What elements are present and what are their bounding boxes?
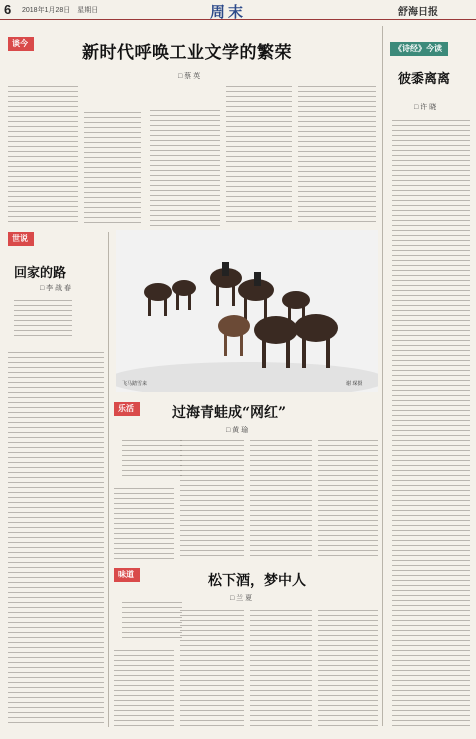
pull-quote	[14, 300, 72, 340]
photo-credit: 谢 琛摄	[346, 381, 363, 387]
issue-date: 2018年1月28日 星期日	[22, 7, 99, 14]
horse-snow-photo	[116, 230, 378, 392]
tag-shijing: 《诗经》今读	[390, 42, 448, 56]
column-divider	[108, 232, 109, 727]
headline-pine-wine: 松下酒，梦中人	[208, 573, 306, 589]
tag-wei-dao: 味道	[114, 568, 140, 582]
tag-le-huo: 乐活	[114, 402, 140, 416]
pull-quote	[122, 602, 182, 642]
byline-way-home: □ 李 战 春	[40, 285, 72, 292]
byline-industrial-literature: □ 蔡 英	[178, 73, 201, 80]
horses-illustration	[116, 230, 378, 392]
photo-caption: 飞马踏雪来	[122, 381, 148, 387]
byline-pine-wine: □ 兰 夏	[230, 595, 253, 602]
body-text	[8, 86, 78, 226]
headline-bi-shu: 彼黍离离	[398, 72, 451, 87]
headline-way-home: 回家的路	[14, 266, 67, 281]
body-text	[114, 488, 174, 560]
body-text	[84, 112, 141, 226]
byline-bi-shu: □ 许 晓	[414, 104, 437, 111]
headline-frog-celebrity: 过海青蛙成“网红”	[172, 405, 287, 421]
body-text	[8, 352, 104, 727]
section-name: 周末	[210, 3, 247, 21]
body-text	[180, 610, 244, 728]
body-text	[392, 120, 470, 730]
tag-tan-jin: 谈今	[8, 37, 34, 51]
body-text	[318, 610, 378, 728]
headline-industrial-literature: 新时代呼唤工业文学的繁荣	[82, 43, 292, 63]
tag-shi-shuo: 世说	[8, 232, 34, 246]
body-text	[180, 440, 244, 560]
body-text	[150, 110, 220, 226]
byline-frog-celebrity: □ 黄 瑜	[226, 427, 249, 434]
column-divider	[382, 26, 383, 726]
pull-quote	[122, 440, 182, 480]
body-text	[226, 86, 292, 226]
page-number: 6	[4, 2, 12, 17]
masthead	[0, 0, 476, 20]
body-text	[250, 440, 312, 560]
body-text	[114, 650, 174, 728]
body-text	[318, 440, 378, 560]
body-text	[250, 610, 312, 728]
paper-name: 舒海日报	[398, 7, 438, 18]
body-text	[298, 86, 376, 226]
